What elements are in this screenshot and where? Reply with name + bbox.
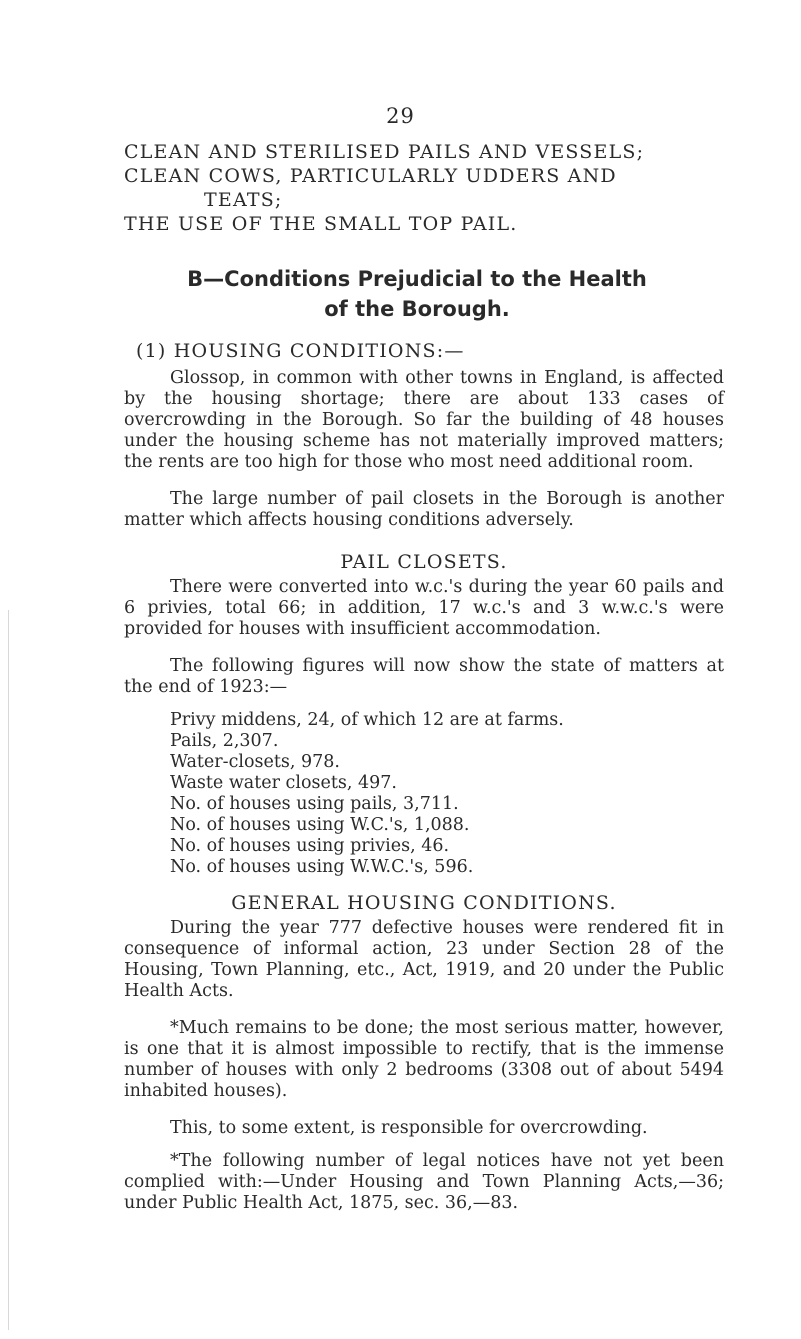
list-item: No. of houses using pails, 3,711. [170, 794, 459, 814]
housing-conditions-heading: (1) HOUSING CONDITIONS:— [136, 340, 465, 362]
section-b-title-line-2: of the Borough. [324, 297, 510, 321]
section-b-title-line-1: B—Conditions Prejudicial to the Health [187, 267, 647, 291]
general-housing-paragraph-1: During the year 777 defective houses were rendered fit in consequence of informal action, 23 under Section 28 of the Housing, Town Planning, etc., Act, 1919, and 20 under the Public Health Acts. [124, 918, 724, 1001]
general-housing-paragraph-4: *The following number of legal notices have not yet been complied with:—Under Housing and Town Planning Acts,—36; under Public Health Act, 1875, sec. 36,—83. [124, 1151, 724, 1213]
closet-statistics-list [170, 710, 724, 878]
pail-closets-paragraph-2: The following figures will now show the state of matters at the end of 1923:— [124, 656, 724, 697]
page-edge-line [8, 610, 9, 1330]
page-number: 29 [386, 104, 415, 128]
header-line-3: TEATS; [204, 189, 283, 211]
list-item: No. of houses using W.C.'s, 1,088. [170, 815, 470, 835]
list-item: Privy middens, 24, of which 12 are at farms. [170, 710, 564, 730]
housing-paragraph-2: The large number of pail closets in the Borough is another matter which affects housing conditions adversely. [124, 489, 724, 530]
header-line-4: THE USE OF THE SMALL TOP PAIL. [124, 213, 518, 235]
header-line-2: CLEAN COWS, PARTICULARLY UDDERS AND [124, 165, 617, 187]
list-item: Waste water closets, 497. [170, 773, 397, 793]
header-block [124, 140, 724, 236]
section-b-title [110, 264, 724, 324]
page-content [124, 140, 724, 1230]
general-housing-heading: GENERAL HOUSING CONDITIONS. [231, 892, 617, 914]
general-housing-paragraph-2: *Much remains to be done; the most serious matter, however, is one that it is almost impossible to rectify, that is the immense number of houses with only 2 bedrooms (3308 out of about 5494 inhabited houses). [124, 1018, 724, 1101]
pail-closets-paragraph-1: There were converted into w.c.'s during the year 60 pails and 6 privies, total 66; in addition, 17 w.c.'s and 3 w.w.c.'s were provided for houses with insufficient accommodation. [124, 577, 724, 639]
header-line-1: CLEAN AND STERILISED PAILS AND VESSELS; [124, 141, 645, 163]
list-item: Pails, 2,307. [170, 731, 279, 751]
general-housing-paragraph-3: This, to some extent, is responsible for overcrowding. [170, 1118, 648, 1138]
list-item: Water-closets, 978. [170, 752, 340, 772]
pail-closets-heading: PAIL CLOSETS. [340, 551, 508, 573]
list-item: No. of houses using privies, 46. [170, 836, 450, 856]
list-item: No. of houses using W.W.C.'s, 596. [170, 857, 474, 877]
housing-paragraph-1: Glossop, in common with other towns in England, is affected by the housing shortage; there are about 133 cases of overcrowding in the Borough. So far the building of 48 houses under the housing scheme has not materially improved matters; the rents are too high for those who most need additional room. [124, 368, 724, 472]
